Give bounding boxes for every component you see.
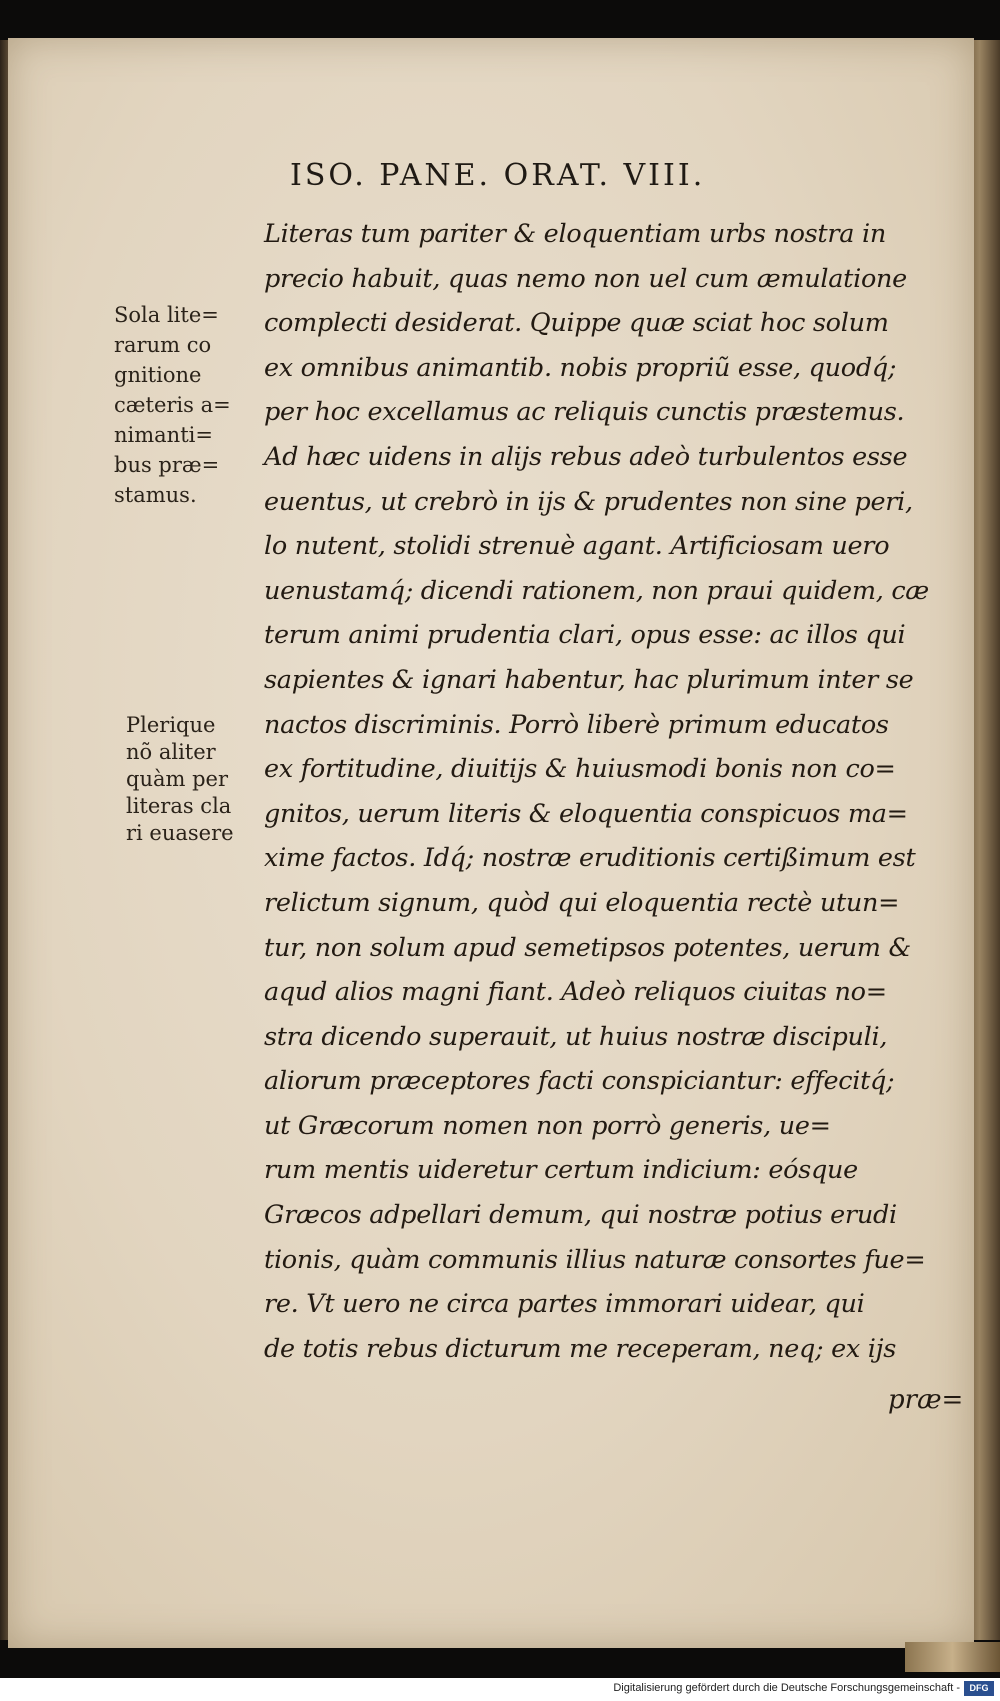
marginal-note-line: nõ aliter [126, 740, 216, 764]
text-line: uenustamq́; dicendi rationem, non praui quidem, cæ [264, 575, 929, 606]
marginal-note-line: nimanti= [114, 423, 213, 447]
text-line: lo nutent, stolidi strenuè agant. Artificiosam uero [264, 531, 890, 562]
text-line: precio habuit, quas nemo non uel cum æmulatione [264, 263, 907, 294]
text-line: nactos discriminis. Porrò liberè primum educatos [264, 709, 889, 740]
dfg-logo: DFG [964, 1681, 994, 1696]
text-line: de totis rebus dicturum me receperam, neq; ex ijs [264, 1333, 897, 1364]
text-line: relictum signum, quòd qui eloquentia rectè utun= [264, 887, 900, 918]
text-line: aqud alios magni fiant. Adeò reliquos ciuitas no= [264, 977, 887, 1008]
text-line: stra dicendo superauit, ut huius nostræ discipuli, [264, 1021, 888, 1052]
page-edge-bottom [905, 1642, 1000, 1672]
text-line: rum mentis uideretur certum indicium: eósque [264, 1155, 858, 1186]
marginal-note-line: stamus. [114, 483, 197, 507]
text-line: xime factos. Idq́; nostræ eruditionis certißimum est [264, 843, 916, 874]
marginal-note-line: Plerique [126, 713, 216, 737]
text-line: sapientes & ignari habentur, hac plurimum inter se [264, 664, 914, 695]
text-line: complecti desiderat. Quippe quæ sciat hoc solum [264, 308, 889, 339]
footer [0, 1678, 1000, 1701]
marginal-note-line: rarum co [114, 333, 212, 357]
text-line: per hoc excellamus ac reliquis cunctis præstemus. [264, 397, 905, 428]
text-line: euentus, ut crebrò in ijs & prudentes non sine peri, [264, 486, 913, 517]
text-line: Literas tum pariter & eloquentiam urbs nostra in [264, 219, 886, 249]
text-line: ex omnibus animantib. nobis propriũ esse, quodq́; [264, 352, 897, 383]
marginal-note [126, 712, 234, 847]
text-line: aliorum præceptores facti conspiciantur: effecitq́; [264, 1066, 895, 1097]
text-line: terum animi prudentia clari, opus esse: ac illos qui [264, 620, 906, 651]
marginal-note-line: literas cla [126, 794, 232, 818]
text-line: tionis, quàm communis illius naturæ consortes fue= [264, 1244, 926, 1275]
marginal-note [114, 300, 231, 510]
text-line: Ad hæc uidens in alijs rebus adeò turbulentos esse [264, 441, 908, 472]
text-line: tur, non solum apud semetipsos potentes, uerum & [264, 932, 911, 963]
text-line: Græcos adpellari demum, qui nostræ potius erudi [264, 1200, 897, 1231]
text-line: ut Græcorum nomen non porrò generis, ue= [264, 1110, 831, 1141]
running-header: ISO. PANE. ORAT. VIII. [290, 158, 706, 193]
marginal-note-line: Sola lite= [114, 303, 219, 327]
marginal-note-line: quàm per [126, 767, 228, 791]
marginal-note-line: cæteris a= [114, 393, 231, 417]
text-line: gnitos, uerum literis & eloquentia conspicuos ma= [264, 798, 908, 829]
marginal-note-line: ri euasere [126, 821, 234, 845]
text-line: re. Vt uero ne circa partes immorari uidear, qui [264, 1289, 865, 1320]
marginal-note-line: gnitione [114, 363, 202, 387]
text-line: ex fortitudine, diuitijs & huiusmodi bonis non co= [264, 754, 896, 785]
marginal-note-line: bus præ= [114, 453, 220, 477]
funding-notice: Digitalisierung gefördert durch die Deutsche Forschungsgemeinschaft - [613, 1682, 960, 1694]
catchword: præ= [888, 1385, 964, 1415]
bottom-band [0, 1648, 1000, 1678]
main-text-block [264, 212, 944, 1371]
